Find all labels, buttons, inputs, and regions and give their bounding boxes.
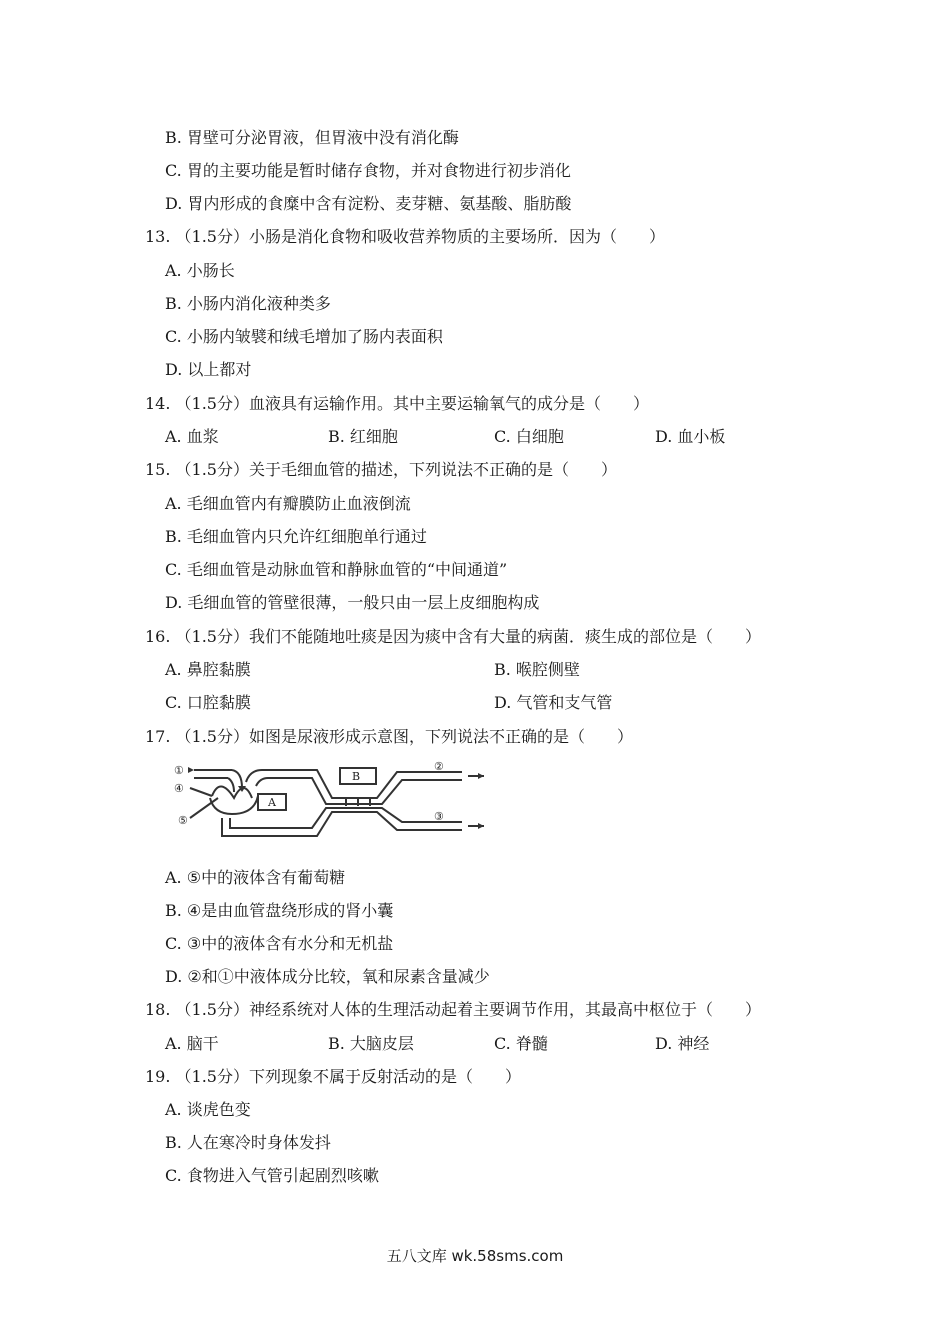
q14-option-a: A. 血浆 xyxy=(165,427,219,446)
q14-option-c: C. 白细胞 xyxy=(494,427,564,446)
q17-option-a: A. ⑤中的液体含有葡萄糖 xyxy=(165,868,346,887)
q12-option-b: B. 胃壁可分泌胃液，但胃液中没有消化酶 xyxy=(165,128,459,147)
q13-option-b: B. 小肠内消化液种类多 xyxy=(165,294,331,313)
q18-option-a: A. 脑干 xyxy=(165,1034,219,1053)
q15-option-d: D. 毛细血管的管壁很薄，一般只由一层上皮细胞构成 xyxy=(165,593,540,612)
q19-stem: 19. （1.5分）下列现象不属于反射活动的是（ ） xyxy=(145,1067,521,1086)
urine-formation-diagram xyxy=(172,758,492,848)
diagram-mark-2: ② xyxy=(434,760,444,773)
page-footer: 五八文库 wk.58sms.com xyxy=(386,1247,564,1265)
q13-option-a: A. 小肠长 xyxy=(165,261,235,280)
q19-option-b: B. 人在寒冷时身体发抖 xyxy=(165,1133,331,1152)
q19-option-a: A. 谈虎色变 xyxy=(165,1100,251,1119)
q15-option-a: A. 毛细血管内有瓣膜防止血液倒流 xyxy=(165,494,411,513)
diagram-label-a: A xyxy=(268,796,276,809)
q16-option-d: D. 气管和支气管 xyxy=(494,693,613,712)
q16-option-b: B. 喉腔侧壁 xyxy=(494,660,580,679)
q12-option-d: D. 胃内形成的食糜中含有淀粉、麦芽糖、氨基酸、脂肪酸 xyxy=(165,194,572,213)
q17-option-b: B. ④是由血管盘绕形成的肾小囊 xyxy=(165,901,394,920)
q19-option-c: C. 食物进入气管引起剧烈咳嗽 xyxy=(165,1166,379,1185)
q13-option-d: D. 以上都对 xyxy=(165,360,252,379)
q13-stem: 13. （1.5分）小肠是消化食物和吸收营养物质的主要场所．因为（ ） xyxy=(145,227,665,246)
q16-option-c: C. 口腔黏膜 xyxy=(165,693,251,712)
q13-option-c: C. 小肠内皱襞和绒毛增加了肠内表面积 xyxy=(165,327,443,346)
q16-stem: 16. （1.5分）我们不能随地吐痰是因为痰中含有大量的病菌．痰生成的部位是（ ） xyxy=(145,627,761,646)
q12-option-c: C. 胃的主要功能是暂时储存食物，并对食物进行初步消化 xyxy=(165,161,571,180)
q14-option-b: B. 红细胞 xyxy=(328,427,398,446)
diagram-label-b: B xyxy=(352,770,361,783)
diagram-mark-3: ③ xyxy=(434,810,444,823)
q14-option-d: D. 血小板 xyxy=(655,427,726,446)
q17-option-c: C. ③中的液体含有水分和无机盐 xyxy=(165,934,394,953)
diagram-mark-1: ① xyxy=(174,764,184,777)
q15-option-c: C. 毛细血管是动脉血管和静脉血管的“中间通道” xyxy=(165,560,508,579)
q17-option-d: D. ②和①中液体成分比较，氧和尿素含量减少 xyxy=(165,967,490,986)
diagram-mark-5: ⑤ xyxy=(178,814,188,827)
q18-option-b: B. 大脑皮层 xyxy=(328,1034,414,1053)
q18-stem: 18. （1.5分）神经系统对人体的生理活动起着主要调节作用，其最高中枢位于（ ） xyxy=(145,1000,761,1019)
q17-stem: 17. （1.5分）如图是尿液形成示意图，下列说法不正确的是（ ） xyxy=(145,727,633,746)
q15-stem: 15. （1.5分）关于毛细血管的描述，下列说法不正确的是（ ） xyxy=(145,460,617,479)
q18-option-d: D. 神经 xyxy=(655,1034,710,1053)
q14-stem: 14. （1.5分）血液具有运输作用。其中主要运输氧气的成分是（ ） xyxy=(145,394,649,413)
q18-option-c: C. 脊髓 xyxy=(494,1034,548,1053)
diagram-mark-4: ④ xyxy=(174,782,184,795)
q15-option-b: B. 毛细血管内只允许红细胞单行通过 xyxy=(165,527,427,546)
q16-option-a: A. 鼻腔黏膜 xyxy=(165,660,251,679)
